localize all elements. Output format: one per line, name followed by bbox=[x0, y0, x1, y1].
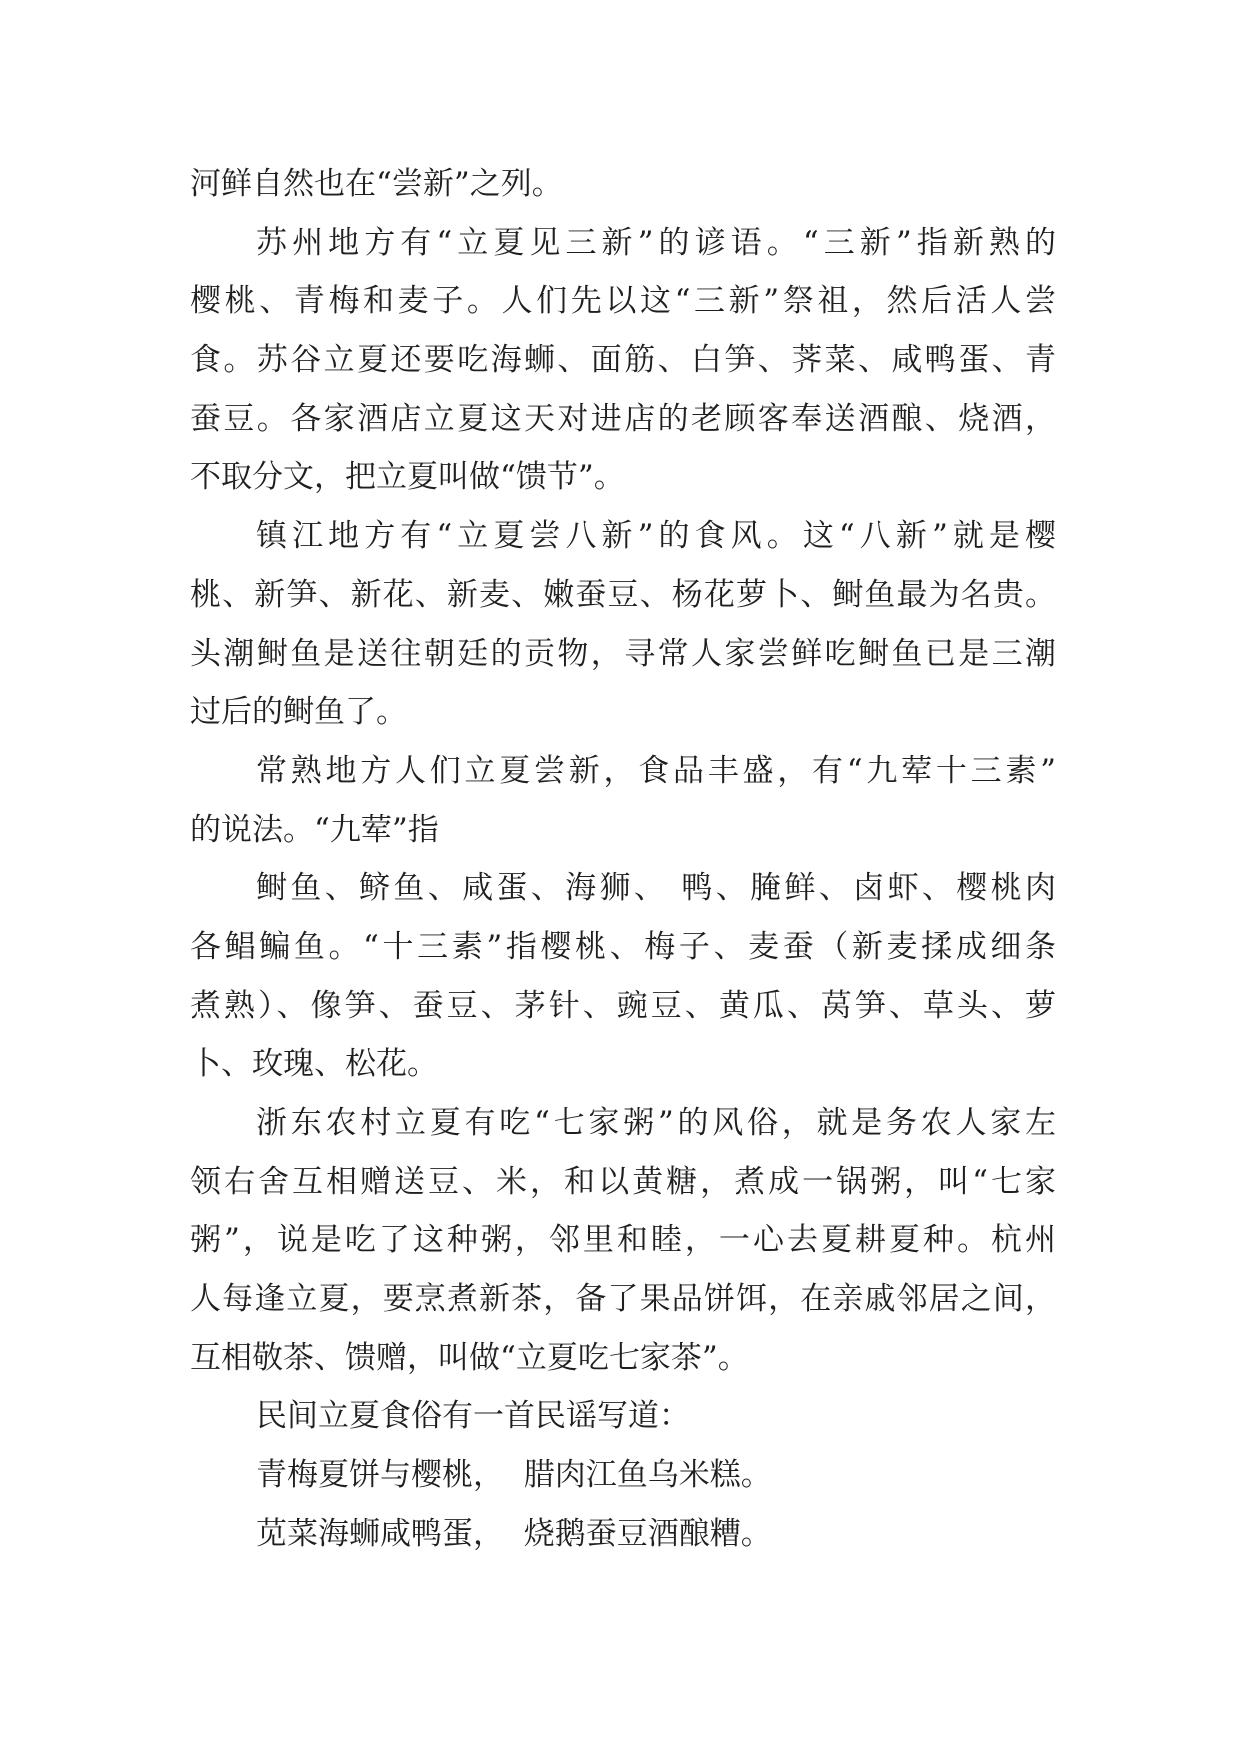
text-line: 蚕豆。各家酒店立夏这天对进店的老顾客奉送酒酿、烧酒， bbox=[190, 400, 1056, 437]
paragraph bbox=[190, 1387, 1056, 1446]
paragraph bbox=[190, 507, 1056, 742]
paragraph bbox=[190, 155, 1056, 214]
text-line: 镇江地方有“立夏尝八新”的食风。这“八新”就是樱 bbox=[256, 518, 1056, 555]
text-line: 人每逢立夏，要烹煮新茶，备了果品饼饵，在亲戚邻居之间， bbox=[190, 1281, 1056, 1318]
text-line: 浙东农村立夏有吃“七家粥”的风俗，就是务农人家左 bbox=[256, 1105, 1056, 1141]
text-line: 煮熟）、像笋、蚕豆、茅针、豌豆、黄瓜、莴笋、草头、萝 bbox=[190, 987, 1056, 1024]
text-line: 过后的鲥鱼了。 bbox=[190, 694, 407, 731]
text-line: 苏州地方有“立夏见三新”的谚语。“三新”指新熟的 bbox=[256, 224, 1056, 261]
text-line: 粥”，说是吃了这种粥，邻里和睦，一心去夏耕夏种。杭州 bbox=[190, 1222, 1056, 1259]
text-line: 各鲳鳊鱼。“十三素”指樱桃、梅子、麦蚕（新麦揉成细条 bbox=[190, 928, 1056, 965]
text-line: 不取分文，把立夏叫做“馈节”。 bbox=[190, 459, 625, 496]
document-body bbox=[190, 155, 1056, 1564]
text-line: 青梅夏饼与樱桃， 腊肉江鱼乌米糕。 bbox=[256, 1457, 772, 1494]
text-line: 食。苏谷立夏还要吃海蛳、面筋、白笋、荠菜、咸鸭蛋、青 bbox=[190, 342, 1056, 379]
text-line: 领右舍互相赠送豆、米，和以黄糖，煮成一锅粥，叫“七家 bbox=[190, 1163, 1056, 1200]
text-line: 的说法。“九荤”指 bbox=[190, 811, 439, 848]
text-line: 头潮鲥鱼是送往朝廷的贡物，寻常人家尝鲜吃鲥鱼已是三潮 bbox=[190, 635, 1056, 672]
paragraph bbox=[190, 742, 1056, 859]
text-line: 苋菜海蛳咸鸭蛋， 烧鹅蚕豆酒酿糟。 bbox=[256, 1515, 772, 1552]
text-line: 卜、玫瑰、松花。 bbox=[190, 1046, 438, 1083]
text-line: 樱桃、青梅和麦子。人们先以这“三新”祭祖，然后活人尝 bbox=[190, 283, 1056, 320]
text-line: 民间立夏食俗有一首民谣写道： bbox=[256, 1398, 690, 1435]
paragraph bbox=[190, 214, 1056, 507]
paragraph bbox=[190, 1094, 1056, 1387]
text-line: 互相敬茶、馈赠，叫做“立夏吃七家茶”。 bbox=[190, 1339, 749, 1376]
text-line: 河鲜自然也在“尝新”之列。 bbox=[190, 166, 563, 202]
paragraph bbox=[190, 859, 1056, 1094]
text-line: 常熟地方人们立夏尝新，食品丰盛，有“九荤十三素” bbox=[256, 752, 1056, 789]
text-line: 桃、新笋、新花、新麦、嫩蚕豆、杨花萝卜、鲥鱼最为名贵。 bbox=[190, 576, 1056, 613]
verse-line bbox=[190, 1446, 1056, 1505]
verse-line bbox=[190, 1505, 1056, 1564]
text-line: 鲥鱼、鲚鱼、咸蛋、海狮、 鸭、腌鲜、卤虾、樱桃肉 bbox=[256, 870, 1056, 907]
